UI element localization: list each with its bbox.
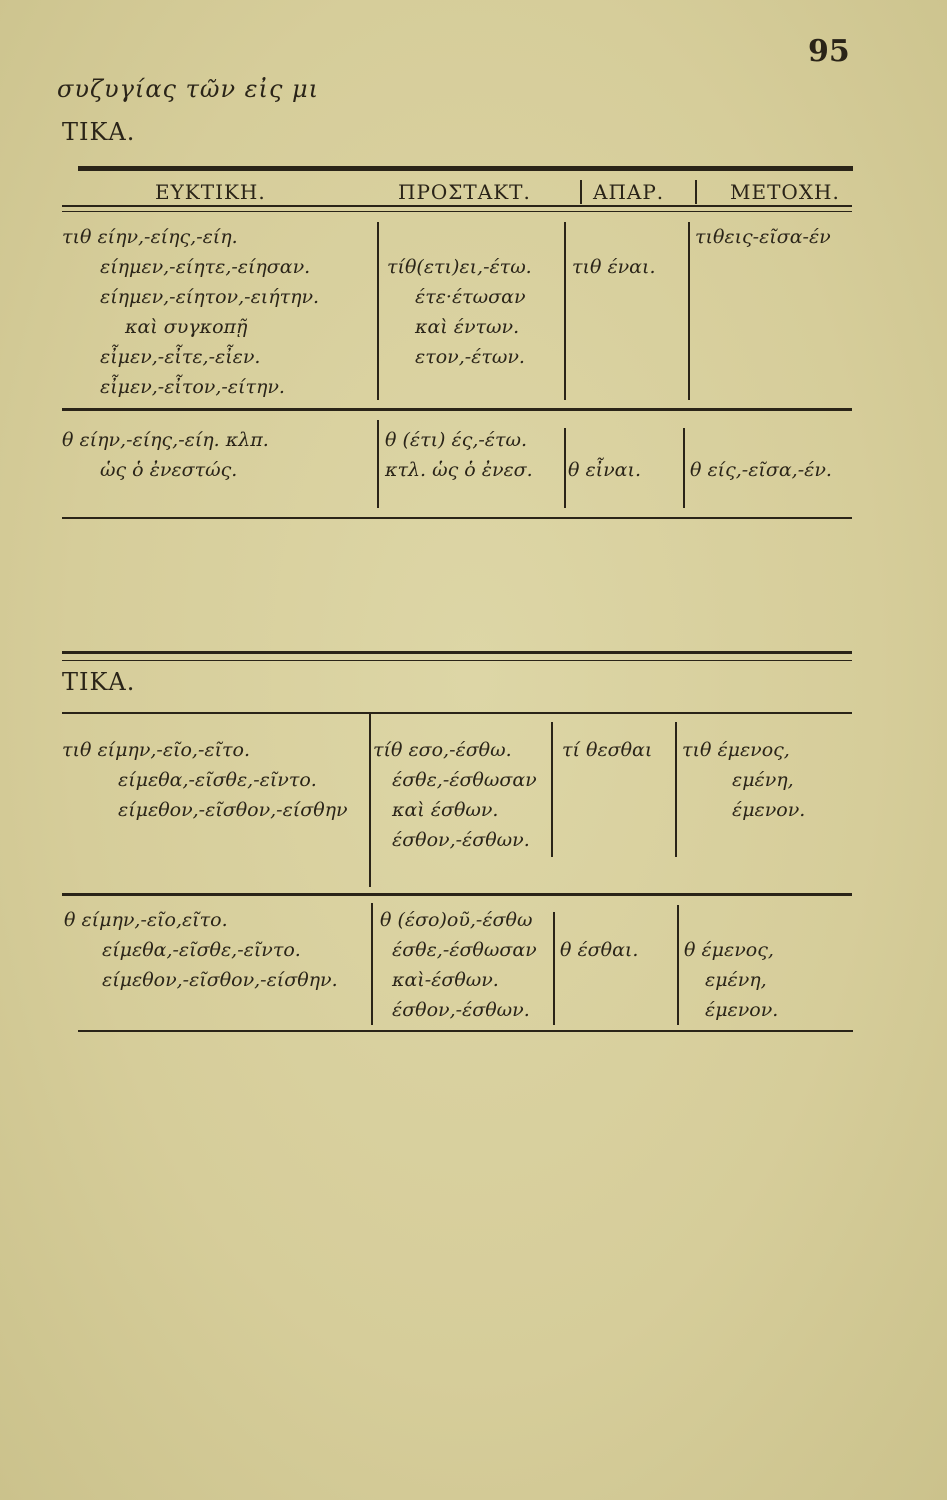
column-divider	[683, 428, 685, 508]
participle-line: εμένη,	[705, 969, 767, 991]
col-header-optative: ΕΥΚΤΙΚΗ.	[155, 180, 266, 204]
imperative-line: τίθ(ετι)ει,-έτω.	[387, 256, 532, 278]
imperative-line: καὶ-έσθων.	[392, 969, 499, 991]
participle-line: θ είς,-εῖσα,-έν.	[690, 459, 832, 481]
col-header-participle: ΜΕΤΟΧΗ.	[730, 180, 840, 204]
imperative-line: καὶ έσθων.	[392, 799, 499, 821]
imperative-line: έτε·έτωσαν	[415, 286, 526, 308]
optative-line: είμεθον,-εῖσθον,-είσθην	[118, 799, 348, 821]
optative-line: εἶμεν,-εἶτον,-είτην.	[100, 376, 285, 398]
running-header: συζυγίας τῶν εἰς μι	[57, 75, 320, 103]
optative-line: είμεθον,-εῖσθον,-είσθην.	[102, 969, 338, 991]
section2-title: ΤΙΚΑ.	[62, 668, 136, 696]
col-header-imperative: ΠΡΟΣΤΑΚΤ.	[398, 180, 531, 204]
header-rule	[62, 712, 852, 714]
column-divider	[688, 222, 690, 400]
optative-line: είμεθα,-εῖσθε,-εῖντο.	[102, 939, 301, 961]
imperative-line: θ (έτι) ές,-έτω.	[385, 429, 528, 451]
participle-line: έμενον.	[732, 799, 806, 821]
participle-line: θ έμενος,	[684, 939, 774, 961]
optative-line: θ είην,-είης,-είη. κλπ.	[62, 429, 269, 451]
participle-line: έμενον.	[705, 999, 779, 1021]
optative-line: ὡς ὁ ἐνεστώς.	[100, 459, 238, 481]
participle-line: εμένη,	[732, 769, 794, 791]
column-divider	[377, 420, 379, 508]
imperative-line: έσθον,-έσθων.	[392, 999, 530, 1021]
infinitive-line: τί θεσθαι	[562, 739, 653, 761]
row-rule	[62, 893, 852, 896]
column-divider	[553, 912, 555, 1025]
thick-rule	[62, 651, 852, 654]
imperative-line: κτλ. ὡς ὁ ἐνεσ.	[385, 459, 533, 481]
header-divider	[580, 180, 582, 204]
column-divider	[675, 722, 677, 857]
column-divider	[371, 903, 373, 1025]
optative-line: είημεν,-είητον,-ειήτην.	[100, 286, 320, 308]
section-end-rule	[78, 1030, 853, 1032]
optative-line: εἶμεν,-εἶτε,-εἶεν.	[100, 346, 261, 368]
column-divider	[369, 712, 371, 887]
section-end-rule	[62, 517, 852, 519]
row-rule	[62, 408, 852, 411]
optative-line: είμεθα,-εῖσθε,-εῖντο.	[118, 769, 317, 791]
optative-line: θ είμην,-εῖο,εῖτο.	[64, 909, 228, 931]
column-divider	[551, 722, 553, 857]
thick-rule	[78, 166, 853, 171]
section1-title: ΤΙΚΑ.	[62, 118, 136, 146]
page-number: 95	[808, 34, 850, 69]
optative-line: τιθ είμην,-εῖο,-εῖτο.	[62, 739, 251, 761]
optative-line: είημεν,-είητε,-είησαν.	[100, 256, 311, 278]
infinitive-line: τιθ έναι.	[572, 256, 656, 278]
column-divider	[677, 905, 679, 1025]
optative-line: καὶ συγκοπῇ	[125, 316, 248, 338]
imperative-line: έσθον,-έσθων.	[392, 829, 530, 851]
header-rule	[62, 205, 852, 207]
infinitive-line: θ έσθαι.	[560, 939, 639, 961]
column-divider	[564, 222, 566, 400]
imperative-line: τίθ εσο,-έσθω.	[373, 739, 512, 761]
header-divider	[695, 180, 697, 204]
optative-line: τιθ είην,-είης,-είη.	[62, 226, 238, 248]
imperative-line: έσθε,-έσθωσαν	[392, 939, 537, 961]
participle-line: τιθεις-εῖσα-έν	[695, 226, 831, 248]
col-header-infinitive: ΑΠΑΡ.	[593, 180, 665, 204]
imperative-line: ετον,-έτων.	[415, 346, 525, 368]
participle-line: τιθ έμενος,	[682, 739, 790, 761]
thin-rule	[62, 660, 852, 661]
imperative-line: καὶ έντων.	[415, 316, 520, 338]
imperative-line: έσθε,-έσθωσαν	[392, 769, 537, 791]
header-rule	[62, 211, 852, 212]
column-divider	[564, 428, 566, 508]
infinitive-line: θ εἶναι.	[568, 459, 641, 481]
column-divider	[377, 222, 379, 400]
imperative-line: θ (έσο)οῦ,-έσθω	[380, 909, 533, 931]
